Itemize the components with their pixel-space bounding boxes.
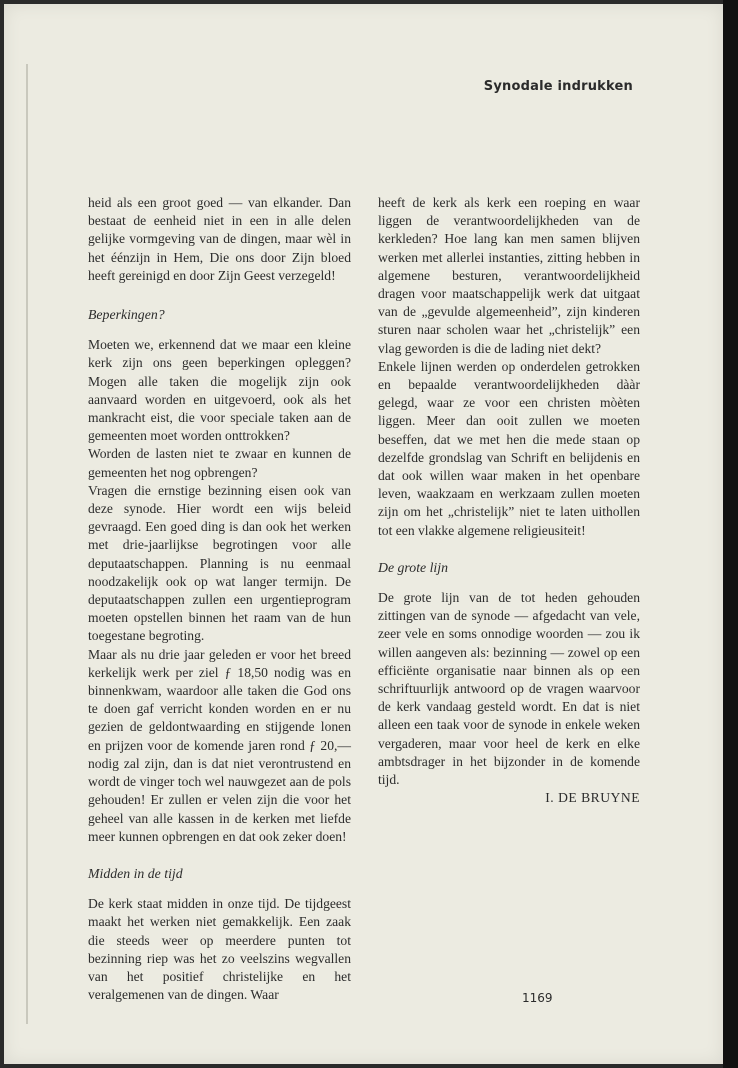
- paragraph: Vragen die ernstige bezinning eisen ook van deze synode. Hier wordt een wijs beleid gevraagd. Een goed ding is dan ook het werken met drie-jaarlijkse begrotingen voor alle deputaatschappen. Planning is nu eenmaal noodzakelijk ook op wat langer termijn. De deputaatschappen zullen een urgentieprogram moeten opstellen binnen het raam van de hun toegestane begroting.: [88, 482, 351, 644]
- paragraph: Maar als nu drie jaar geleden er voor het breed kerkelijk werk per ziel ƒ 18,50 nodig was en binnenkwam, waardoor alle taken die God ons te doen gaf verricht konden worden en er nu gezien de geldontwaarding en stijgende lonen en prijzen voor de komende jaren rond ƒ 20,— nodig zal zijn, dan is dat niet verontrustend en wordt de vinger toch wel nauwgezet aan de pols gehouden! Er zullen er velen zijn die voor het geheel van alle kassen in de kerken met liefde meer kunnen opbrengen en dat ook zeker doen!: [88, 646, 351, 844]
- paragraph: De grote lijn van de tot heden gehouden zittingen van de synode — afgedacht van vele, zeer vele en soms onnodige woorden — zou ik willen aangeven als: bezinning — zowel op een efficiënte organisatie naar binnen als op een schriftuurlijk antwoord op de vragen waarvoor de kerk vandaag gesteld wordt. En dat is niet alleen een taak voor de synode in enkele weken vergaderen, maar voor heel de kerk en elke ambtsdrager in het bijzonder in de komende tijd.: [378, 590, 640, 788]
- paragraph: Enkele lijnen werden op onderdelen getrokken en bepaalde verantwoordelijkheden dààr gelegd, waar ze voor een christen mòèten liggen. Meer dan ooit zullen we moeten beseffen, dat we met hen die mede staan op dezelfde grondslag van Schrift en belijdenis en dat ook willen waar maken in het openbare leven, waakzaam en werkzaam zullen moeten zijn om het „christelijk” niet te laten uithollen tot een vlakke algemene religieusiteit!: [378, 358, 640, 538]
- scan-edge: [723, 0, 738, 1068]
- left-column: [88, 194, 351, 1004]
- right-column: [378, 194, 640, 808]
- paragraph: Moeten we, erkennend dat we maar een kleine kerk zijn ons geen beperkingen opleggen? Mogen alle taken die mogelijk zijn ook aanvaard worden en uitgevoerd, ook als het mankracht eist, die voor speciale taken aan de gemeenten moet worden onttrokken?: [88, 337, 351, 444]
- document-page: [4, 4, 723, 1064]
- paragraph: De kerk staat midden in onze tijd. De tijdgeest maakt het werken niet gemakkelijk. Een zaak die steeds weer op meerdere punten tot bezinning riep was het zo veelszins wegvallen van het positief christelijke en het veralgemenen van de dingen. Waar: [88, 896, 351, 1003]
- paragraph: Worden de lasten niet te zwaar en kunnen de gemeenten het nog opbrengen?: [88, 446, 351, 480]
- running-header: Synodale indrukken: [483, 79, 633, 94]
- section-heading: Midden in de tijd: [88, 865, 183, 881]
- page-fold-line: [26, 64, 28, 1024]
- page-number: 1169: [522, 991, 553, 1005]
- paragraph: heeft de kerk als kerk een roeping en waar liggen de verantwoordelijkheden van de kerkleden? Hoe lang kan men samen blijven werken met allerlei instanties, zitting hebben in algemene besturen, verantwoordelijkheid dragen voor maatschappelijk werk dat uitgaat van de „gevulde algemeenheid”, zijn kinderen sturen naar scholen waar het „christelijk” een vlag geworden is die de lading niet dekt?: [378, 195, 640, 356]
- section-heading: Beperkingen?: [88, 307, 165, 323]
- author-signature: I. DE BRUYNE: [545, 790, 640, 806]
- section-heading: De grote lijn: [378, 559, 448, 575]
- paragraph: heid als een groot goed — van elkander. Dan bestaat de eenheid niet in een in alle delen gelijke vormgeving van de dingen, maar wèl in het éénzijn in Hem, Die ons door Zijn bloed heeft gereinigd en door Zijn Geest verzegeld!: [88, 195, 351, 283]
